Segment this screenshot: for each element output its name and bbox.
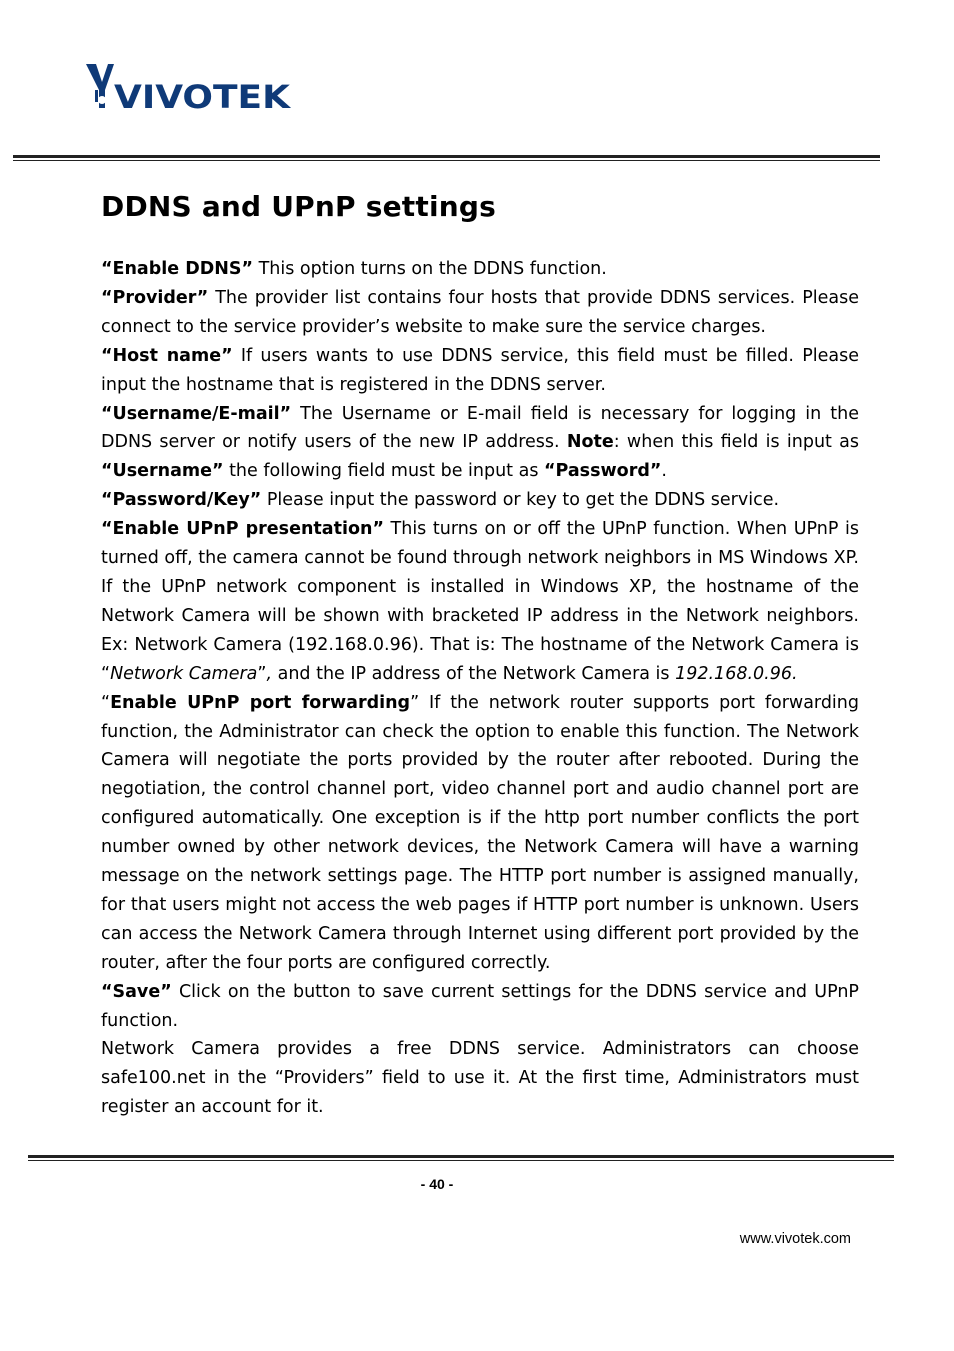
footer-rule bbox=[28, 1155, 894, 1158]
camera-logo-icon bbox=[86, 64, 114, 108]
page-title: DDNS and UPnP settings bbox=[101, 190, 496, 223]
term-password-inline: “Password” bbox=[544, 461, 662, 482]
paragraph-host-name bbox=[101, 342, 859, 400]
body-content bbox=[101, 255, 859, 1122]
paragraph-upnp-presentation bbox=[101, 515, 859, 688]
paragraph-upnp-port-forwarding bbox=[101, 689, 859, 978]
close-quote: ” bbox=[410, 692, 420, 713]
vivotek-logo bbox=[84, 60, 294, 114]
desc-upnp-port-forwarding: If the network router supports port forwarding function, the Administrator can check the option to enable this function. The Network Camera will negotiate the ports provided by the router after rebooted. During the negotiation, the control channel port, video channel port and audio channel port are configured automatically. One exception is if the http port number conflicts the port number owned by other network devices, the Network Camera will have a warning message on the network settings page. The HTTP port number is assigned manually, for that users might not access the web pages if HTTP port number is unknown. Users can access the Network Camera through Internet using different port provided by the router, after the four ports are configured correctly. bbox=[101, 692, 859, 973]
footer-rule-thin bbox=[28, 1160, 894, 1161]
paragraph-free-ddns: Network Camera provides a free DDNS service. Administrators can choose safe100.net in the “Providers” field to use it. At the first time, Administrators must register an account for it. bbox=[101, 1039, 859, 1118]
desc-enable-ddns: This option turns on the DDNS function. bbox=[253, 259, 607, 279]
term-enable-ddns: “Enable DDNS” bbox=[101, 259, 254, 279]
term-username-email: “Username/E-mail” bbox=[101, 403, 292, 424]
paragraph-save bbox=[101, 978, 859, 1036]
example-ip-address: 192.168.0.96. bbox=[675, 663, 798, 684]
website-url: www.vivotek.com bbox=[739, 1231, 851, 1247]
open-quote: “ bbox=[101, 692, 111, 713]
desc-password: Please input the password or key to get the DDNS service. bbox=[261, 490, 780, 511]
desc-upnp-presentation-3: and the IP address of the Network Camera is bbox=[272, 663, 676, 684]
paragraph-enable-ddns bbox=[101, 255, 859, 284]
desc-username-4: . bbox=[661, 461, 667, 482]
logo-wordmark: VIVOTEK bbox=[114, 78, 292, 114]
page-number: - 40 - bbox=[420, 1176, 454, 1192]
desc-save: Click on the button to save current settings for the DDNS service and UPnP function. bbox=[101, 981, 859, 1031]
example-hostname: Network Camera bbox=[110, 663, 258, 684]
desc-username-3: the following field must be input as bbox=[223, 461, 545, 482]
term-password-key: “Password/Key” bbox=[101, 490, 262, 511]
paragraph-provider bbox=[101, 284, 859, 342]
term-username: “Username” bbox=[101, 461, 224, 482]
desc-provider: The provider list contains four hosts that provide DDNS services. Please connect to the service provider’s website to make sure the service charges. bbox=[101, 287, 859, 337]
desc-upnp-presentation-2: ” bbox=[257, 663, 267, 684]
desc-upnp-comma: , bbox=[266, 663, 273, 684]
term-provider: “Provider” bbox=[101, 287, 209, 308]
term-save: “Save” bbox=[101, 981, 172, 1002]
desc-upnp-presentation-1: This turns on or off the UPnP function. When UPnP is turned off, the camera cannot be found through network neighbors in MS Windows XP. If the UPnP network component is installed in Windows XP, the hostname of the Network Camera will be shown with bracketed IP address in the Network neighbors. Ex: Network Camera (192.168.0.96). That is: The hostname of the Network Camera is “ bbox=[101, 519, 859, 684]
paragraph-password bbox=[101, 486, 859, 515]
term-host-name: “Host name” bbox=[101, 345, 233, 366]
header-rule-thin bbox=[13, 160, 880, 161]
note-label: Note bbox=[566, 432, 614, 453]
desc-username-1: The Username or E-mail field is necessary for logging in the DDNS server or notify users of the new IP address. bbox=[101, 403, 859, 453]
header-rule bbox=[13, 155, 880, 158]
desc-host-name: If users wants to use DDNS service, this field must be filled. Please input the hostname that is registered in the DDNS server. bbox=[101, 345, 859, 395]
desc-username-2: : when this field is input as bbox=[613, 432, 860, 453]
term-upnp-port-forwarding: Enable UPnP port forwarding bbox=[110, 692, 411, 713]
term-upnp-presentation: “Enable UPnP presentation” bbox=[101, 519, 384, 540]
paragraph-username bbox=[101, 400, 859, 487]
